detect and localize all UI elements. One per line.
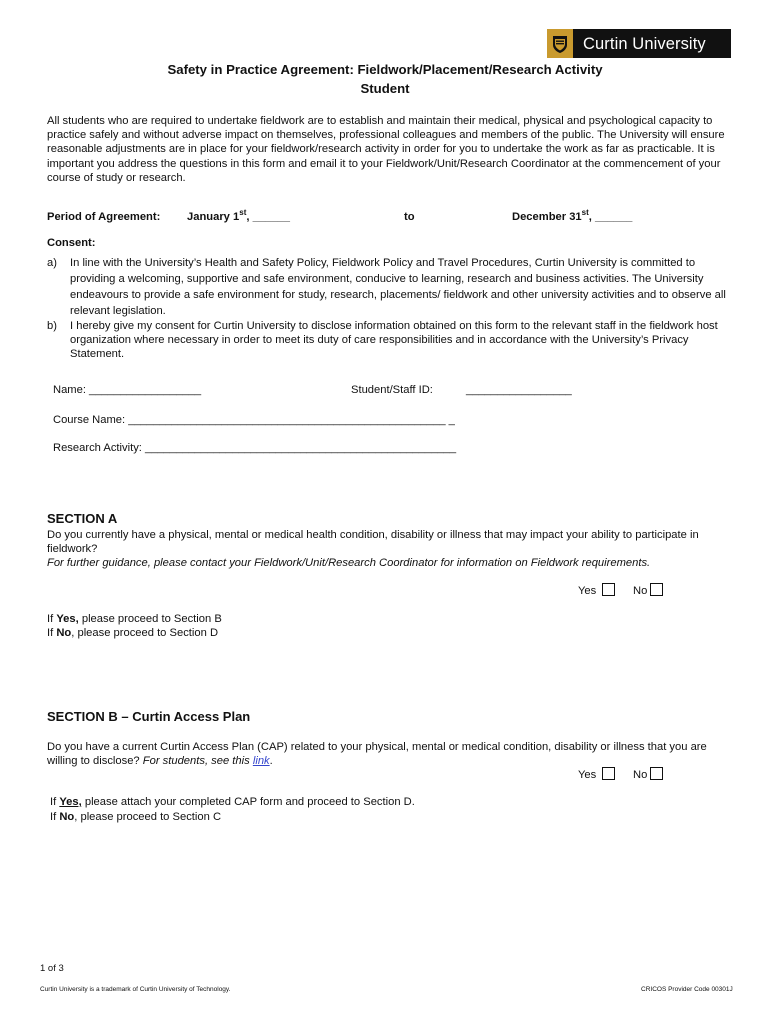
period-end-suffix[interactable]: , ______: [588, 211, 633, 223]
section-b-yes-option[interactable]: [578, 767, 615, 782]
section-b-no-option[interactable]: [633, 767, 663, 782]
period-start-prefix: January 1: [187, 211, 240, 223]
text: If: [47, 627, 57, 639]
period-start-sup: st: [239, 208, 247, 217]
period-start-suffix[interactable]: , ______: [246, 211, 290, 223]
text: If: [50, 796, 60, 808]
consent-heading: Consent:: [47, 237, 96, 249]
cap-link[interactable]: link: [252, 755, 270, 767]
section-b-if-no: [50, 810, 221, 824]
consent-item-a: [47, 255, 727, 319]
student-id-field[interactable]: _________________: [466, 384, 572, 396]
period-start: [187, 210, 290, 224]
student-id-label: Student/Staff ID:: [351, 384, 433, 396]
question-text: Do you have a current Curtin Access Plan (CAP) related to your physical, mental or medical condition, disability or illness that you are willing to disclose?: [47, 741, 707, 767]
no-label: No: [633, 585, 648, 597]
consent-item-b: [47, 319, 727, 362]
text-bold: Yes,: [59, 796, 82, 808]
text: please attach your completed CAP form and proceed to Section D.: [81, 796, 415, 808]
no-label: No: [633, 769, 648, 781]
text: If: [47, 613, 57, 625]
section-a-yes-option[interactable]: [578, 583, 615, 598]
text: .: [269, 755, 273, 767]
section-a-no-option[interactable]: [633, 583, 663, 598]
section-a-guidance: For further guidance, please contact your Fieldwork/Unit/Research Coordinator for information on Fieldwork requirements.: [47, 557, 651, 569]
section-a-if-no: [47, 626, 218, 640]
text: If: [50, 811, 60, 823]
intro-paragraph: All students who are required to undertake fieldwork are to establish and maintain their medical, physical and psychological capacity to practice safely and without adverse impact on themselves, professional colleagues and members of the public. The University will ensure reasonable adjustments are in place for your fieldwork/research activity in order for you to undertake the work as far as practicable. It is important you address the questions in this form and email it to your Fieldwork/Unit/Research Coordinator at the commencement of your course of study or research.: [47, 115, 725, 184]
text-bold: No: [59, 811, 75, 823]
page-title: Safety in Practice Agreement: Fieldwork/Placement/Research Activity: [167, 62, 603, 77]
page-subtitle: Student: [360, 81, 410, 96]
text: please proceed to Section B: [78, 613, 222, 625]
course-name-field[interactable]: Course Name: ___________________________________________________ _: [53, 414, 455, 426]
text: , please proceed to Section C: [74, 811, 222, 823]
name-field[interactable]: Name: __________________: [53, 384, 202, 396]
section-b-question: [47, 740, 727, 768]
section-a-heading: SECTION A: [47, 511, 118, 526]
students-note: For students, see this: [142, 755, 250, 767]
period-to: to: [404, 211, 415, 223]
yes-checkbox[interactable]: [602, 583, 615, 596]
period-end-sup: st: [581, 208, 589, 217]
section-a-if-yes: [47, 612, 222, 626]
crest-icon: [547, 29, 573, 58]
section-b-heading: SECTION B – Curtin Access Plan: [47, 709, 251, 724]
cricos-code: CRICOS Provider Code 00301J: [641, 986, 733, 993]
text: , please proceed to Section D: [71, 627, 219, 639]
page-number: 1 of 3: [40, 963, 64, 974]
consent-item-marker: a): [47, 257, 57, 269]
no-checkbox[interactable]: [650, 767, 663, 780]
no-checkbox[interactable]: [650, 583, 663, 596]
brand-name: Curtin University: [583, 34, 706, 53]
text-bold: No: [56, 627, 72, 639]
research-activity-field[interactable]: Research Activity: __________________________________________________: [53, 442, 457, 454]
period-label: Period of Agreement:: [47, 211, 161, 223]
curtin-logo: [547, 29, 731, 58]
consent-item-marker: b): [47, 320, 57, 332]
trademark-note: Curtin University is a trademark of Curtin University of Technology.: [40, 986, 231, 993]
section-a-question: Do you currently have a physical, mental or medical health condition, disability or illness that may impact your ability to participate in fieldwork?: [47, 529, 699, 555]
yes-label: Yes: [578, 769, 597, 781]
consent-item-text: In line with the University’s Health and Safety Policy, Fieldwork Policy and Travel Procedures, Curtin University is committed to providing a welcoming, supportive and safe environment, conducive to learning, research and business activities. The University endeavours to provide a safe environment for study, research, placements/ fieldwork and other university activities and to observe all relevant legislation.: [70, 257, 726, 317]
text-bold: Yes,: [56, 613, 79, 625]
yes-checkbox[interactable]: [602, 767, 615, 780]
yes-label: Yes: [578, 585, 597, 597]
period-end: [512, 210, 632, 224]
period-end-prefix: December 31: [512, 211, 582, 223]
section-b-if-yes: [50, 795, 415, 809]
consent-item-text: I hereby give my consent for Curtin University to disclose information obtained on this form to the relevant staff in the fieldwork host organization where necessary in order to meet its duty of care responsibilities and in accordance with the University’s Privacy Statement.: [70, 320, 718, 361]
